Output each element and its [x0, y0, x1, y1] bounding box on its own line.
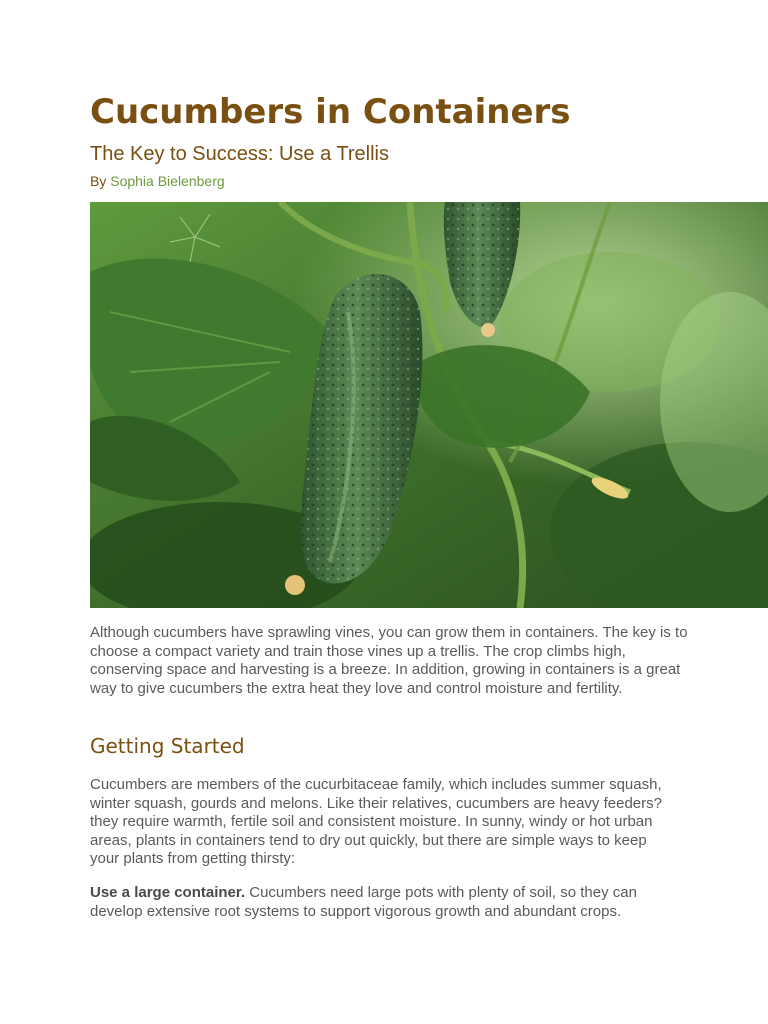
tip-text: Cucumbers need large pots with plenty of soil, so they can develop extensive root systems to support vigorous growth and abundant crops.	[90, 884, 637, 920]
tip-paragraph	[90, 884, 675, 921]
section-heading-getting-started: Getting Started	[90, 734, 245, 758]
cucumber-photo	[90, 202, 768, 608]
paragraph-cucurbitaceae: Cucumbers are members of the cucurbitaceae family, which includes summer squash, winter squash, gourds and melons. Like their relatives, cucumbers are heavy feeders?they require warmth, fertile soil and consistent moisture. In sunny, windy or hot urban areas, plants in containers tend to dry out quickly, but there are simple ways to keep your plants from getting thirsty:	[90, 776, 662, 867]
author-link[interactable]: Sophia Bielenberg	[110, 173, 225, 189]
hero-image	[90, 202, 768, 608]
tip-lead: Use a large container.	[90, 884, 246, 901]
byline	[90, 172, 225, 190]
byline-prefix: By	[90, 173, 111, 189]
article-title: Cucumbers in Containers	[90, 92, 571, 132]
intro-paragraph: Although cucumbers have sprawling vines, you can grow them in containers. The key is to choose a compact variety and train those vines up a trellis. The crop climbs high, conserving space and harvesting is a breeze. In addition, growing in containers is a great way to give cucumbers the extra heat they love and control moisture and fertility.	[90, 624, 688, 697]
article-subtitle: The Key to Success: Use a Trellis	[90, 143, 390, 165]
